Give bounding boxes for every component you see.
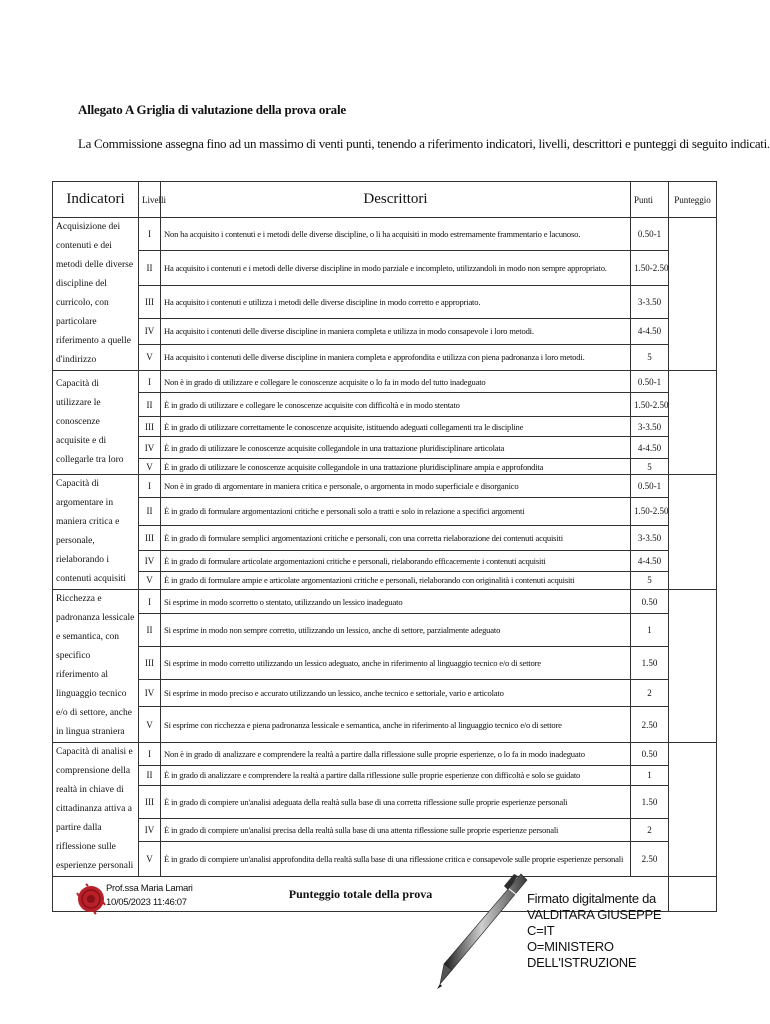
descriptor-cell: Si esprime con ricchezza e piena padronanza lessicale e semantica, anche in riferimento al linguaggio tecnico e/o di settore — [161, 707, 631, 743]
score-cell — [669, 743, 717, 877]
points-cell: 0.50-1 — [631, 371, 669, 393]
indicator-cell: Capacità di analisi e comprensione della realtà in chiave di cittadinanza attiva a partire dalla riflessione sulle esperienze personali — [53, 743, 139, 877]
grid-row — [53, 614, 717, 647]
descriptor-cell: Si esprime in modo non sempre corretto, utilizzando un lessico, anche di settore, parzialmente adeguato — [161, 614, 631, 647]
grid-row — [53, 250, 717, 286]
digital-line-1: Firmato digitalmente da — [527, 891, 656, 906]
digital-line-3: C=IT — [527, 923, 555, 938]
indicator-cell: Capacità di argomentare in maniera critica e personale, rielaborando i contenuti acquisiti — [53, 475, 139, 590]
grid-row — [53, 525, 717, 550]
document-title: Allegato A Griglia di valutazione della prova orale — [78, 102, 346, 117]
level-cell: V — [139, 344, 161, 370]
points-cell: 3-3.50 — [631, 525, 669, 550]
level-cell: IV — [139, 680, 161, 707]
points-cell: 0.50-1 — [631, 218, 669, 251]
digital-signature — [527, 891, 661, 971]
signer-datetime: 10/05/2023 11:46:07 — [106, 897, 187, 908]
points-cell: 3-3.50 — [631, 417, 669, 437]
level-cell: III — [139, 286, 161, 319]
signer-block — [106, 882, 193, 910]
points-cell: 1.50-2.50 — [631, 250, 669, 286]
grid-row — [53, 286, 717, 319]
descriptor-cell: È in grado di formulare ampie e articolate argomentazioni critiche e personali, rielaborando con originalità i contenuti acquisiti — [161, 571, 631, 589]
level-cell: IV — [139, 437, 161, 459]
level-cell: I — [139, 590, 161, 614]
grid-row — [53, 680, 717, 707]
points-cell: 4-4.50 — [631, 318, 669, 344]
grid-row — [53, 707, 717, 743]
points-cell: 3-3.50 — [631, 286, 669, 319]
level-cell: I — [139, 371, 161, 393]
descriptor-cell: Si esprime in modo scorretto o stentato, utilizzando un lessico inadeguato — [161, 590, 631, 614]
score-cell — [669, 590, 717, 743]
points-cell: 1.50-2.50 — [631, 393, 669, 417]
grid-row — [53, 765, 717, 785]
grid-row — [53, 437, 717, 459]
grid-row — [53, 785, 717, 818]
points-cell: 1 — [631, 614, 669, 647]
descriptor-cell: È in grado di utilizzare correttamente le conoscenze acquisite, istituendo adeguati collegamenti tra le discipline — [161, 417, 631, 437]
header-row — [53, 182, 717, 218]
evaluation-grid — [52, 181, 717, 912]
level-cell: II — [139, 393, 161, 417]
score-cell — [669, 371, 717, 475]
descriptor-cell: È in grado di formulare articolate argomentazioni critiche e personali, rielaborando efficacemente i contenuti acquisiti — [161, 550, 631, 571]
descriptor-cell: Ha acquisito i contenuti e i metodi delle diverse discipline in modo parziale e incompleto, utilizzandoli in modo non sempre appropriato. — [161, 250, 631, 286]
grid-row — [53, 498, 717, 526]
points-cell: 0.50 — [631, 743, 669, 766]
points-cell: 4-4.50 — [631, 550, 669, 571]
points-cell: 1 — [631, 765, 669, 785]
level-cell: II — [139, 614, 161, 647]
grid-row — [53, 393, 717, 417]
grid-row — [53, 318, 717, 344]
points-cell: 5 — [631, 344, 669, 370]
descriptor-cell: È in grado di utilizzare le conoscenze acquisite collegandole in una trattazione pluridisciplinare articolata — [161, 437, 631, 459]
total-label: Punteggio totale della prova — [53, 877, 669, 912]
level-cell: II — [139, 250, 161, 286]
level-cell: I — [139, 475, 161, 498]
level-cell: I — [139, 743, 161, 766]
descriptor-cell: È in grado di compiere un'analisi adeguata della realtà sulla base di una corretta riflessione sulle proprie esperienze personali — [161, 785, 631, 818]
points-cell: 4-4.50 — [631, 437, 669, 459]
level-cell: V — [139, 707, 161, 743]
header-punti: Punti — [631, 182, 669, 218]
points-cell: 1.50-2.50 — [631, 498, 669, 526]
grid-row — [53, 371, 717, 393]
descriptor-cell: Non è in grado di analizzare e comprendere la realtà a partire dalla riflessione sulle proprie esperienze, o lo fa in modo inadeguato — [161, 743, 631, 766]
descriptor-cell: Ha acquisito i contenuti delle diverse discipline in maniera completa e utilizza in modo consapevole i loro metodi. — [161, 318, 631, 344]
grid-row — [53, 475, 717, 498]
points-cell: 2.50 — [631, 707, 669, 743]
descriptor-cell: Ha acquisito i contenuti e utilizza i metodi delle diverse discipline in modo corretto e appropriato. — [161, 286, 631, 319]
indicator-cell: Capacità di utilizzare le conoscenze acquisite e di collegarle tra loro — [53, 371, 139, 475]
level-cell: II — [139, 498, 161, 526]
points-cell: 1.50 — [631, 647, 669, 680]
level-cell: IV — [139, 550, 161, 571]
digital-line-2: VALDITARA GIUSEPPE — [527, 907, 662, 922]
level-cell: IV — [139, 818, 161, 841]
indicator-cell: Ricchezza e padronanza lessicale e semantica, con specifico riferimento al linguaggio tecnico e/o di settore, anche in lingua straniera — [53, 590, 139, 743]
points-cell: 5 — [631, 459, 669, 475]
grid-row — [53, 818, 717, 841]
header-livelli: Livelli — [139, 182, 161, 218]
seal-icon — [76, 884, 106, 914]
grid-row — [53, 344, 717, 370]
descriptor-cell: È in grado di analizzare e comprendere la realtà a partire dalla riflessione sulle proprie esperienze con difficoltà e solo se guidato — [161, 765, 631, 785]
header-indicatori: Indicatori — [53, 182, 139, 218]
descriptor-cell: Non ha acquisito i contenuti e i metodi delle diverse discipline, o li ha acquisiti in modo estremamente frammentario e lacunoso. — [161, 218, 631, 251]
points-cell: 2 — [631, 818, 669, 841]
header-descrittori: Descrittori — [161, 182, 631, 218]
digital-line-4: O=MINISTERO — [527, 939, 614, 954]
descriptor-cell: Si esprime in modo preciso e accurato utilizzando un lessico, anche tecnico e settoriale, vario e articolato — [161, 680, 631, 707]
indicator-cell: Acquisizione dei contenuti e dei metodi delle diverse discipline del curricolo, con particolare riferimento a quelle d'indirizzo — [53, 218, 139, 371]
level-cell: V — [139, 571, 161, 589]
descriptor-cell: È in grado di formulare argomentazioni critiche e personali solo a tratti e solo in relazione a specifici argomenti — [161, 498, 631, 526]
level-cell: II — [139, 765, 161, 785]
grid-row — [53, 841, 717, 876]
descriptor-cell: È in grado di utilizzare le conoscenze acquisite collegandole in una trattazione pluridisciplinare ampia e approfondita — [161, 459, 631, 475]
descriptor-cell: Non è in grado di argomentare in maniera critica e personale, o argomenta in modo superficiale e disorganico — [161, 475, 631, 498]
descriptor-cell: Si esprime in modo corretto utilizzando un lessico adeguato, anche in riferimento al linguaggio tecnico e/o di settore — [161, 647, 631, 680]
level-cell: V — [139, 841, 161, 876]
total-score-cell — [669, 877, 717, 912]
level-cell: III — [139, 647, 161, 680]
grid-row — [53, 743, 717, 766]
descriptor-cell: Non è in grado di utilizzare e collegare le conoscenze acquisite o lo fa in modo del tutto inadeguato — [161, 371, 631, 393]
grid-row — [53, 218, 717, 251]
descriptor-cell: È in grado di compiere un'analisi precisa della realtà sulla base di una attenta riflessione sulle proprie esperienze personali — [161, 818, 631, 841]
points-cell: 0.50 — [631, 590, 669, 614]
descriptor-cell: È in grado di compiere un'analisi approfondita della realtà sulla base di una riflessione critica e consapevole sulle proprie esperienze personali — [161, 841, 631, 876]
points-cell: 0.50-1 — [631, 475, 669, 498]
descriptor-cell: Ha acquisito i contenuti delle diverse discipline in maniera completa e approfondita e utilizza con piena padronanza i loro metodi. — [161, 344, 631, 370]
score-cell — [669, 475, 717, 590]
level-cell: IV — [139, 318, 161, 344]
score-cell — [669, 218, 717, 371]
grid-row — [53, 571, 717, 589]
header-punteggio: Punteggio — [669, 182, 717, 218]
digital-line-5: DELL'ISTRUZIONE — [527, 955, 637, 970]
descriptor-cell: È in grado di formulare semplici argomentazioni critiche e personali, con una corretta rielaborazione dei contenuti acquisiti — [161, 525, 631, 550]
grid-row — [53, 550, 717, 571]
level-cell: III — [139, 525, 161, 550]
level-cell: III — [139, 785, 161, 818]
pen-icon — [428, 868, 528, 993]
descriptor-cell: È in grado di utilizzare e collegare le conoscenze acquisite con difficoltà e in modo stentato — [161, 393, 631, 417]
signer-name: Prof.ssa Maria Lamari — [106, 883, 193, 894]
grid-row — [53, 417, 717, 437]
level-cell: I — [139, 218, 161, 251]
grid-body — [53, 218, 717, 877]
points-cell: 2 — [631, 680, 669, 707]
level-cell: V — [139, 459, 161, 475]
level-cell: III — [139, 417, 161, 437]
points-cell: 2.50 — [631, 841, 669, 876]
points-cell: 5 — [631, 571, 669, 589]
grid-row — [53, 590, 717, 614]
document-intro: La Commissione assegna fino ad un massimo di venti punti, tenendo a riferimento indicatori, livelli, descrittori e punteggi di seguito indicati. — [78, 136, 770, 151]
points-cell: 1.50 — [631, 785, 669, 818]
grid-row — [53, 459, 717, 475]
grid-row — [53, 647, 717, 680]
